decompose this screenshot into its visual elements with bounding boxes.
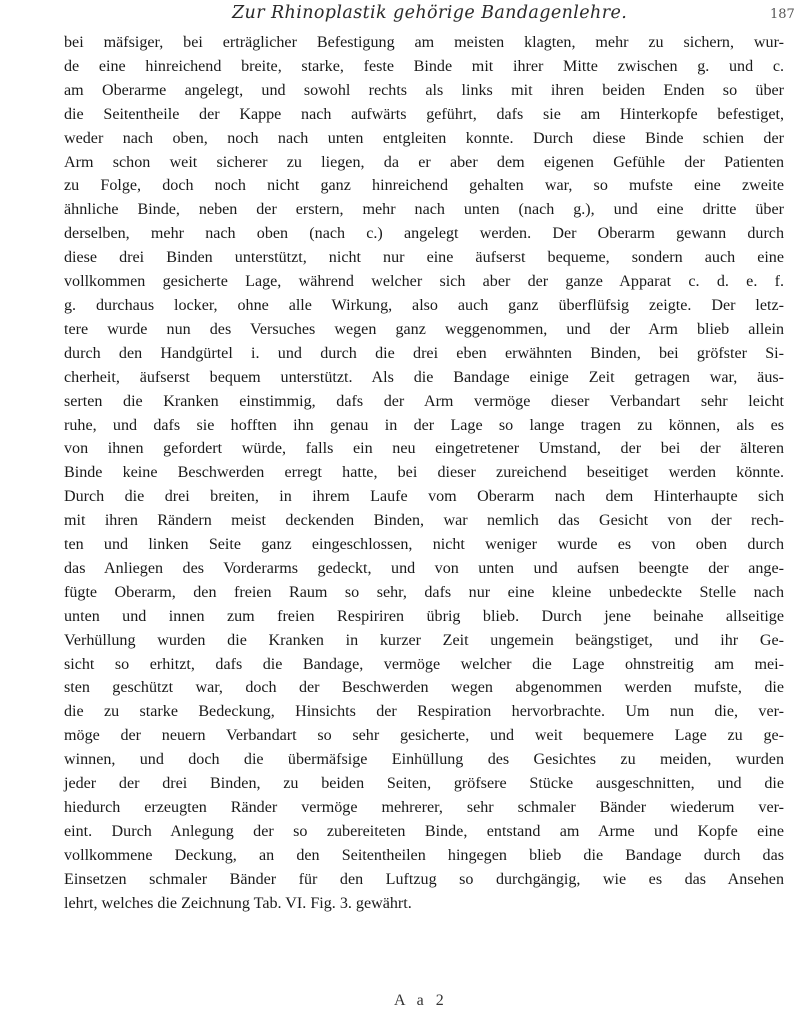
text-line: bei mäfsiger, bei erträglicher Befestigung am meisten klagten, mehr zu sichern, wur- (64, 34, 784, 51)
text-line: de eine hinreichend breite, starke, feste Binde mit ihrer Mitte zwischen g. und c. (64, 57, 784, 75)
text-line: eint. Durch Anlegung der so zubereiteten Binde, entstand am Arme und Kopfe eine (64, 822, 784, 840)
text-line: durch den Handgürtel i. und durch die drei eben erwähnten Binden, bei gröfster Si- (64, 344, 784, 362)
text-line: von ihnen gefordert würde, falls ein neu eingetretener Umstand, der bei der älteren (64, 440, 784, 458)
text-line: Verhüllung wurden die Kranken in kurzer Zeit ungemein beängstiget, und ihr Ge- (64, 631, 784, 649)
text-line: weder nach oben, noch nach unten entgleiten konnte. Durch diese Binde schien der (64, 129, 784, 147)
text-line: hiedurch erzeugten Ränder vermöge mehrerer, sehr schmaler Bänder wiederum ver- (64, 799, 784, 816)
text-line: derselben, mehr nach oben (nach c.) angelegt werden. Der Oberarm gewann durch (64, 225, 784, 243)
body-paragraph (64, 31, 784, 916)
text-line: g. durchaus locker, ohne alle Wirkung, also auch ganz überflüfsig zeigte. Der letz- (64, 296, 784, 314)
text-line: mit ihren Rändern meist deckenden Binden, war nemlich das Gesicht von der rech- (64, 512, 784, 530)
text-line: die Seitentheile der Kappe nach aufwärts geführt, dafs sie am Hinterkopfe befestiget, (64, 105, 784, 123)
page-number: 187 (770, 7, 795, 22)
text-line: vollkommene Deckung, an den Seitentheilen hingegen blieb die Bandage durch das (64, 846, 784, 864)
text-line: cherheit, äufserst bequem unterstützt. Als die Bandage einige Zeit getragen war, äus- (64, 368, 784, 386)
text-line: die zu starke Bedeckung, Hinsichts der Respiration hervorbrachte. Um nun die, ver- (64, 703, 784, 721)
text-line: Arm schon weit sicherer zu liegen, da er aber dem eigenen Gefühle der Patienten (64, 153, 784, 171)
text-line: am Oberarme angelegt, und sowohl rechts als links mit ihren beiden Enden so über (64, 81, 784, 99)
text-line: sten geschützt war, doch der Beschwerden wegen abgenommen werden mufste, die (64, 679, 784, 697)
text-line: ähnliche Binde, neben der erstern, mehr nach unten (nach g.), und eine dritte über (64, 201, 784, 219)
running-title: Zur Rhinoplastik gehörige Bandagenlehre. (232, 3, 628, 23)
text-line: sicht so erhitzt, dafs die Bandage, vermöge welcher die Lage ohnstreitig am mei- (64, 655, 784, 673)
text-line: möge der neuern Verbandart so sehr gesicherte, und weit bequemere Lage zu ge- (64, 727, 784, 745)
text-line: Einsetzen schmaler Bänder für den Luftzug so durchgängig, wie es das Ansehen (64, 870, 784, 888)
text-line: das Anliegen des Vorderarms gedeckt, und von unten und aufsen beengte der ange- (64, 559, 784, 577)
signature-mark: A a 2 (394, 992, 448, 1009)
text-line: vollkommen gesicherte Lage, während welcher sich aber der ganze Apparat c. d. e. f. (64, 273, 784, 291)
text-line: Binde keine Beschwerden erregt hatte, bei dieser zureichend beseitiget werden könnte. (64, 464, 784, 482)
text-line: ruhe, und dafs sie hofften ihn genau in der Lage so lange tragen zu können, als es (64, 416, 784, 434)
text-line: winnen, und doch die übermäfsige Einhüllung des Gesichtes zu meiden, wurden (64, 751, 784, 769)
text-line: fügte Oberarm, den freien Raum so sehr, dafs nur eine kleine unbedeckte Stelle nach (64, 583, 784, 601)
page-header (0, 3, 801, 27)
text-line: serten die Kranken einstimmig, dafs der Arm vermöge dieser Verbandart sehr leicht (64, 392, 784, 410)
text-line: jeder der drei Binden, zu beiden Seiten, gröfsere Stücke ausgeschnitten, und die (64, 775, 784, 793)
text-line: diese drei Binden unterstützt, nicht nur eine äufserst bequeme, sondern auch eine (64, 249, 784, 267)
text-line: ten und linken Seite ganz eingeschlossen, nicht weniger wurde es von oben durch (64, 536, 784, 554)
text-line: lehrt, welches die Zeichnung Tab. VI. Fig. 3. gewährt. (64, 894, 412, 912)
text-line: Durch die drei breiten, in ihrem Laufe vom Oberarm nach dem Hinterhaupte sich (64, 488, 784, 506)
text-line: zu Folge, doch noch nicht ganz hinreichend gehalten war, so mufste eine zweite (64, 177, 784, 195)
text-line: tere wurde nun des Versuches wegen ganz weggenommen, und der Arm blieb allein (64, 320, 784, 338)
text-line: unten und innen zum freien Respiriren übrig blieb. Durch jene beinahe allseitige (64, 607, 784, 625)
